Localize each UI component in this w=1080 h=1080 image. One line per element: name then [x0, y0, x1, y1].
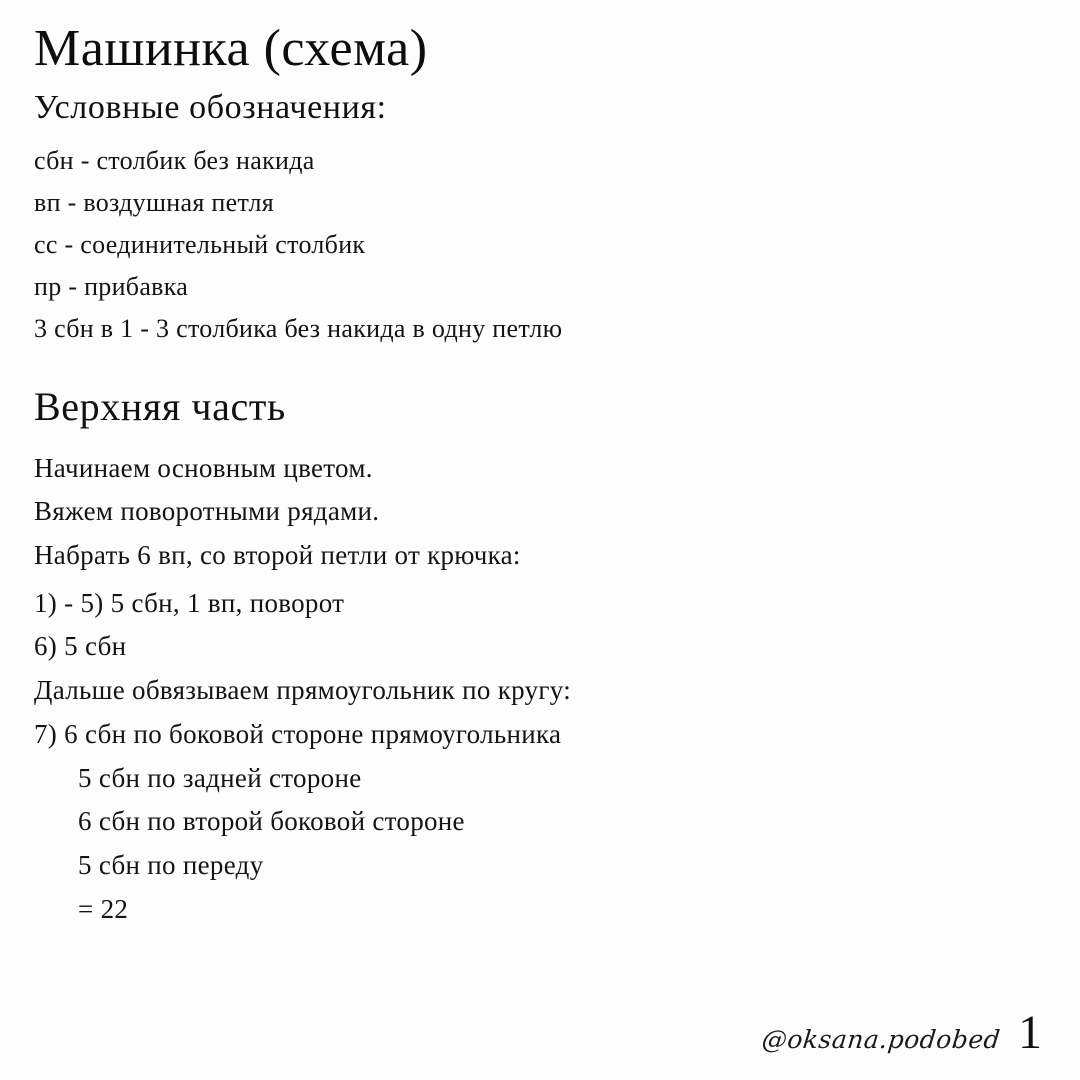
legend-item: пр - прибавка	[34, 272, 189, 302]
legend-item: сбн - столбик без накида	[34, 145, 315, 175]
intro-line: Набрать 6 вп, со второй петли от крючка:	[34, 540, 521, 570]
row-subline: 5 сбн по переду	[78, 850, 264, 881]
legend-list	[34, 140, 1046, 351]
legend-item: сс - соединительный столбик	[34, 230, 366, 260]
intro-line: Начинаем основным цветом.	[34, 452, 373, 483]
row-line: 6) 5 сбн	[34, 631, 127, 662]
upper-part-intro	[34, 447, 1046, 578]
author-signature: @oksana.podobed	[760, 1025, 1002, 1054]
upper-part-heading: Верхняя часть	[34, 383, 286, 429]
row-subline: 5 сбн по задней стороне	[78, 762, 362, 793]
legend-item: 3 сбн в 1 - 3 столбика без накида в одну петлю	[34, 314, 563, 344]
page-title: Машинка (схема)	[34, 20, 428, 77]
legend-heading: Условные обозначения:	[34, 88, 387, 126]
row-line: 7) 6 сбн по боковой стороне прямоугольника	[34, 718, 562, 749]
upper-part-rows	[34, 582, 1046, 932]
row-subline: 6 сбн по второй боковой стороне	[78, 806, 465, 837]
intro-line: Вяжем поворотными рядами.	[34, 496, 380, 527]
row-total: = 22	[78, 893, 129, 924]
legend-item: вп - воздушная петля	[34, 188, 275, 218]
page-footer	[760, 1005, 1042, 1059]
round-note: Дальше обвязываем прямоугольник по кругу:	[34, 675, 572, 706]
page-number: 1	[1018, 1005, 1042, 1059]
row-line: 1) - 5) 5 сбн, 1 вп, поворот	[34, 587, 345, 618]
